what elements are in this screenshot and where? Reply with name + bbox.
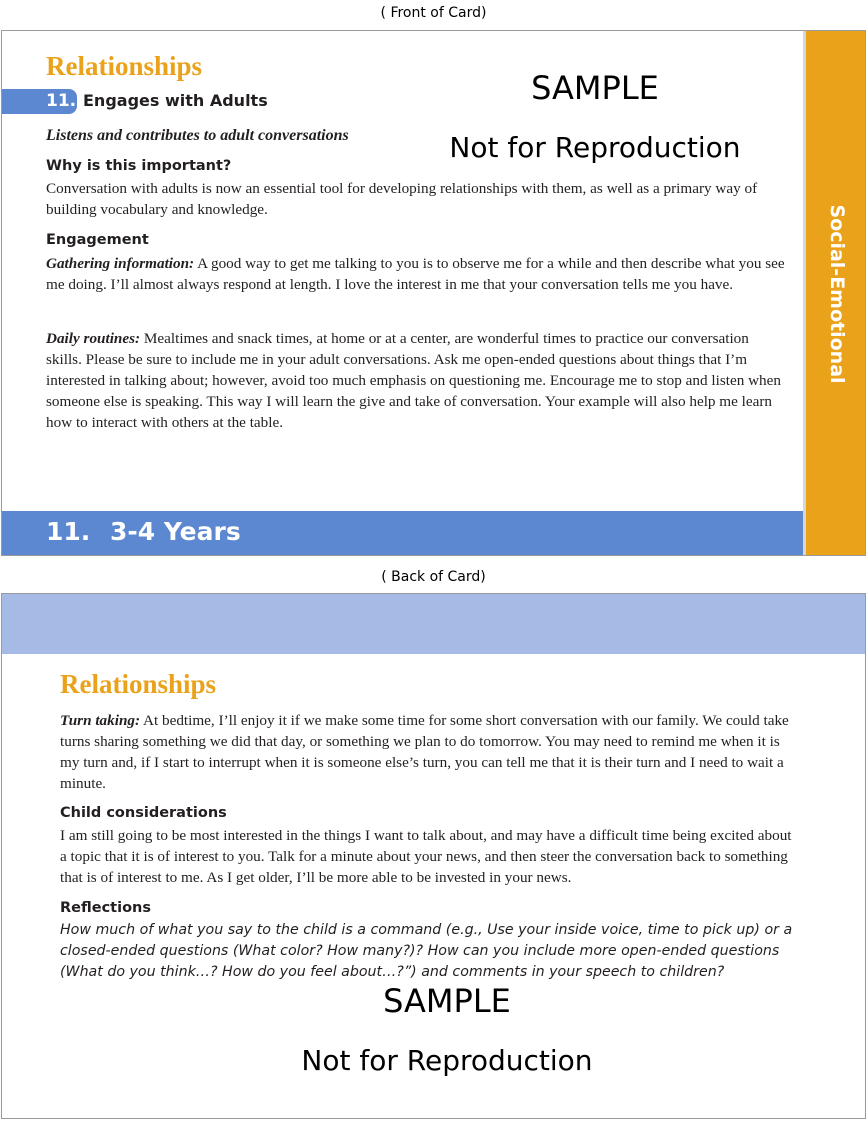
- front-caption: ( Front of Card): [380, 5, 487, 21]
- back-domain-title: Relationships: [60, 669, 217, 699]
- engagement-heading: Engagement: [46, 232, 149, 248]
- daily-paragraph: [46, 328, 786, 433]
- reflections-heading: Reflections: [60, 900, 151, 916]
- front-domain-title: Relationships: [46, 51, 203, 81]
- item-number: 11.: [46, 91, 77, 111]
- item-title: Engages with Adults: [83, 91, 268, 110]
- item-subtitle: Listens and contributes to adult conversations: [46, 127, 349, 144]
- side-category-tab: [803, 31, 866, 556]
- back-caption: ( Back of Card): [381, 569, 486, 585]
- gathering-paragraph: [46, 253, 786, 295]
- back-watermark-notice: Not for Reproduction: [301, 1044, 593, 1077]
- why-heading: Why is this important?: [46, 158, 232, 174]
- why-text: Conversation with adults is now an essential tool for developing relationships with them, as well as a primary way of building vocabulary and knowledge.: [46, 180, 758, 218]
- back-top-band: [2, 594, 866, 654]
- turn-taking-label: Turn taking:: [60, 712, 141, 729]
- child-considerations-text: I am still going to be most interested in the things I want to talk about, and may have a difficult time being excited about a topic that it is of interest to you. Talk for a minute about your news, and then steer the conversation back to something that is of interest to me. As I get older, I’ll be more able to be invested in your news.: [60, 827, 792, 886]
- front-card: [1, 30, 866, 556]
- turn-taking-paragraph: [60, 710, 800, 794]
- front-watermark-sample: SAMPLE: [531, 69, 659, 107]
- back-watermark-sample: SAMPLE: [383, 982, 511, 1020]
- gathering-text: A good way to get me talking to you is to observe me for a while and then describe what you see me doing. I’ll almost always respond at length. I love the interest in me that your conversation tells me you have.: [46, 255, 785, 293]
- gathering-label: Gathering information:: [46, 255, 195, 272]
- front-watermark-notice: Not for Reproduction: [449, 131, 741, 164]
- daily-label: Daily routines:: [46, 330, 141, 347]
- turn-taking-text: At bedtime, I’ll enjoy it if we make some time for some short conversation with our family. We could take turns sharing something we did that day, or something we plan to do tomorrow. You may need to remind me when it is my turn and, if I start to interrupt when it is someone else’s turn, you can tell me that it is their turn and I need to wait a minute.: [60, 712, 789, 792]
- back-card: [1, 593, 866, 1119]
- age-range: 3-4 Years: [110, 517, 241, 546]
- child-considerations-heading: Child considerations: [60, 805, 227, 821]
- side-category-label: Social-Emotional: [825, 204, 848, 384]
- daily-text: Mealtimes and snack times, at home or at a center, are wonderful times to practice our conversation skills. Please be sure to include me in your adult conversations. Ask me open-ended questions about things that I’m interested in talking about; however, avoid too much emphasis on questioning me. Encourage me to stop and listen when someone else is speaking. This way I will learn the give and take of conversation. Your example will also help me learn how to interact with others at the table.: [46, 330, 781, 431]
- reflections-text: How much of what you say to the child is a command (e.g., Use your inside voice, time to pick up) or a closed-ended questions (What color? How many?)? How can you include more open-ended questions (What do you think…? How do you feel about…?”) and comments in your speech to children?: [60, 922, 793, 980]
- bottom-item-number: 11.: [46, 517, 91, 546]
